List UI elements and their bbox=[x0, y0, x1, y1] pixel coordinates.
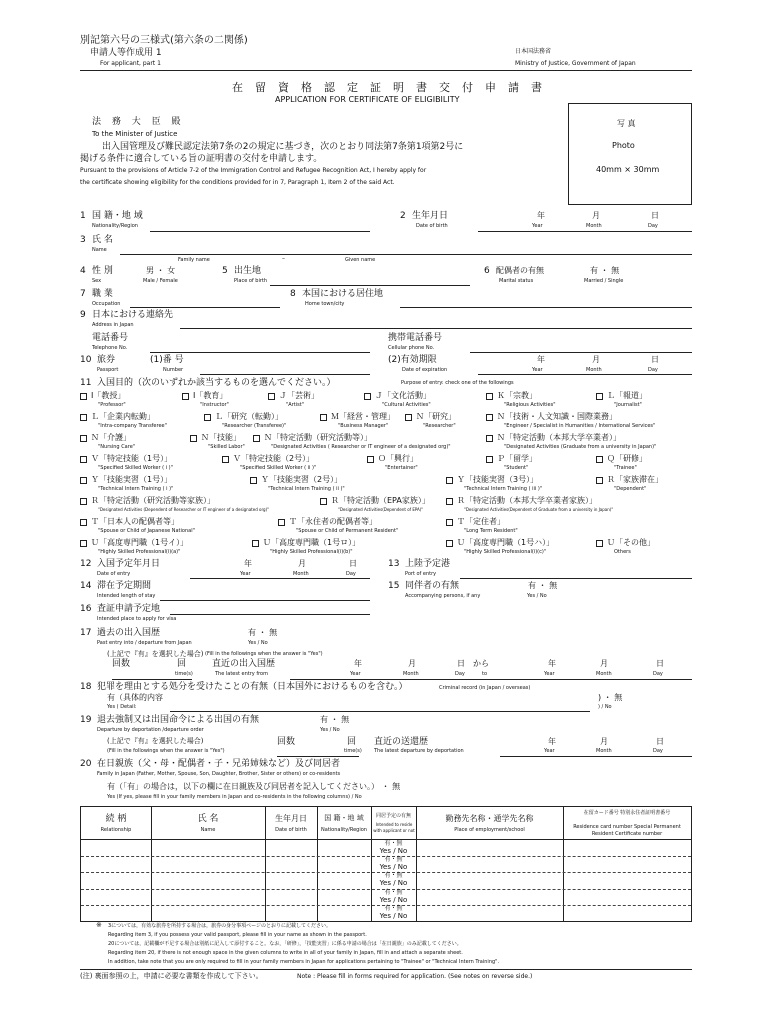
occupation-label: 職 業 bbox=[92, 289, 113, 299]
dp-year-jp: 年 bbox=[548, 737, 556, 746]
th-dob-en: Date of birth bbox=[275, 827, 307, 833]
passport-exp-field[interactable] bbox=[478, 374, 692, 375]
intro-en-2: the certificate showing eligibility for the conditions provided for in 7, Paragraph 1, Item 2 of the said Act. bbox=[80, 179, 395, 186]
purpose-label-en: "Dependent" bbox=[614, 486, 647, 492]
for-applicant-en: For applicant, part 1 bbox=[100, 60, 161, 67]
purpose-checkbox[interactable] bbox=[253, 435, 260, 442]
name-label-en: Name bbox=[92, 247, 107, 253]
footer-en: Note : Please fill in forms required for application. (See notes on reverse side.) bbox=[297, 973, 533, 980]
reside-yes-no-en: Yes / No bbox=[379, 847, 408, 855]
past-entry-sub-jp: (上記で『有』を選択した場合) bbox=[107, 650, 204, 658]
purpose-label-en: Purpose of entry: check one of the followings bbox=[401, 380, 514, 386]
exp-month-en: Month bbox=[586, 367, 602, 373]
passport-exp-label: (2)有効期限 bbox=[388, 355, 437, 365]
purpose-checkbox[interactable] bbox=[364, 393, 371, 400]
purpose-label-en: "Intra-company Transferee" bbox=[98, 423, 167, 429]
deport-times-unit: 回 bbox=[347, 737, 357, 747]
addressee-jp: 法 務 大 臣 殿 bbox=[92, 117, 185, 127]
purpose-label: Ｏ「興行」 bbox=[378, 454, 418, 463]
deport-sub-en: (Fill in the followings when the answer is "Yes") bbox=[107, 748, 225, 754]
tel-label-en: Telephone No. bbox=[92, 345, 128, 351]
nationality-label-en: Nationality/Region bbox=[92, 223, 138, 229]
purpose-checkbox[interactable] bbox=[405, 414, 412, 421]
purpose-checkbox[interactable] bbox=[80, 435, 87, 442]
purpose-checkbox[interactable] bbox=[190, 435, 197, 442]
th-workplace-jp: 勤務先名称・通学先名称 bbox=[445, 814, 534, 823]
name-field[interactable] bbox=[120, 254, 692, 255]
th-workplace-en: Place of employment/school bbox=[454, 827, 525, 833]
ministry-jp: 日本国法務省 bbox=[515, 48, 552, 55]
entry-date-field[interactable] bbox=[190, 578, 370, 579]
purpose-label: Ｙ「技能実習（1号）」 bbox=[91, 475, 173, 484]
purpose-label-en: "Designated Activities ( Researcher or IT engineer of a designated org)" bbox=[271, 444, 451, 450]
note3-en: In addition, take note that you are only required to fill in your family members in Japan for applications pertaining to "Trainee" or "Technical Intern Training". bbox=[108, 959, 500, 965]
th-relationship-jp: 続 柄 bbox=[105, 814, 127, 824]
reside-yes-no-jp[interactable]: 有・無 bbox=[384, 872, 403, 880]
hometown-field[interactable] bbox=[400, 307, 692, 308]
sex-label: 性 別 bbox=[92, 266, 113, 276]
tel-label: 電話番号 bbox=[92, 333, 129, 343]
purpose-label-en: "Designated Activities(Dependent of EPA)" bbox=[338, 507, 424, 512]
pe2-day-jp: 日 bbox=[656, 659, 664, 668]
intro-jp-1: 出入国管理及び難民認定法第7条の2の規定に基づき，次のとおり同法第7条第1項第2号に bbox=[102, 142, 464, 152]
family-label: 在日親族（父・母・配偶者・子・兄弟姉妹など）及び同居者 bbox=[97, 759, 341, 769]
pob-label: 出生地 bbox=[234, 266, 262, 276]
dob-month-jp: 月 bbox=[592, 211, 600, 220]
purpose-checkbox[interactable] bbox=[486, 435, 493, 442]
th-name-en: Name bbox=[200, 827, 216, 833]
purpose-label: Ｊ「文化活動」 bbox=[375, 391, 431, 400]
accompany-label: 同伴者の有無 bbox=[405, 581, 460, 591]
purpose-label: Ｙ「技能実習（2号）」 bbox=[261, 475, 343, 484]
purpose-label: Ｒ「特定活動（研究活動等家族）」 bbox=[91, 496, 215, 505]
given-name-caption: Given name bbox=[345, 257, 376, 263]
dob-label: 生年月日 bbox=[412, 211, 449, 221]
photo-box bbox=[568, 103, 692, 205]
purpose-checkbox[interactable] bbox=[80, 456, 87, 463]
purpose-label: Ｌ「企業内転勤」 bbox=[91, 412, 155, 421]
purpose-label-en: "Technical Intern Training ( iii )" bbox=[464, 486, 543, 492]
cell-label-en: Cellular phone No. bbox=[388, 345, 435, 351]
purpose-checkbox[interactable] bbox=[320, 414, 327, 421]
purpose-checkbox[interactable] bbox=[446, 477, 453, 484]
photo-jp: 写 真 bbox=[617, 119, 636, 128]
family-question-jp[interactable]: 有（「有」の場合は，以下の欄に在日親族及び同居者を記入してください。） ・ 無 bbox=[107, 782, 401, 791]
purpose-checkbox[interactable] bbox=[80, 477, 87, 484]
past-entry-options[interactable]: 有 ・ 無 bbox=[248, 628, 278, 637]
hometown-label: 本国における居住地 bbox=[302, 289, 384, 299]
purpose-checkbox[interactable] bbox=[596, 456, 603, 463]
purpose-label: 入国目的（次のいずれか該当するものを選んでください。） bbox=[97, 378, 336, 388]
purpose-label-en: "Artist" bbox=[286, 402, 304, 408]
deport-label-en: Departure by deportation /departure order bbox=[97, 727, 204, 733]
pob-label-en: Place of birth bbox=[234, 278, 268, 284]
intro-jp-2: 掲げる条件に適合している旨の証明書の交付を申請します。 bbox=[80, 154, 323, 164]
pe2-day-en: Day bbox=[653, 671, 663, 677]
entry-month-jp: 月 bbox=[298, 559, 306, 568]
entry-day-jp: 日 bbox=[349, 559, 357, 568]
purpose-label: Ｍ「経営・管理」 bbox=[331, 412, 395, 421]
purpose-label-en: "Specified Skilled Worker ( ii )" bbox=[240, 465, 317, 471]
past-entry-dates-field[interactable] bbox=[290, 679, 692, 680]
dob-label-en: Date of birth bbox=[416, 223, 448, 229]
purpose-label: Ｌ「研究（転勤）」 bbox=[215, 412, 283, 421]
dp-day-en: Day bbox=[653, 748, 663, 754]
address-label-en: Address in Japan bbox=[92, 322, 134, 328]
purpose-label-en: "Spouse or Child of Permanent Resident" bbox=[296, 528, 399, 534]
purpose-checkbox[interactable] bbox=[268, 393, 275, 400]
purpose-label: Ｒ「特定活動（EPA家族）」 bbox=[331, 496, 430, 505]
nationality-label: 国 籍・地 域 bbox=[92, 211, 143, 221]
exp-day-jp: 日 bbox=[651, 355, 659, 364]
visa-place-label: 査証申請予定地 bbox=[97, 604, 161, 614]
past-entry-times-jp: 回数 bbox=[112, 659, 131, 669]
dob-day-en: Day bbox=[648, 223, 658, 229]
name-dash: – bbox=[282, 255, 285, 262]
purpose-checkbox[interactable] bbox=[80, 540, 87, 547]
past-entry-times-unit: 回 bbox=[177, 659, 187, 669]
deport-latest-en: The latest departure by deportation bbox=[374, 748, 464, 754]
criminal-label-en: Criminal record (in Japan / overseas) bbox=[439, 685, 531, 691]
nationality-field[interactable] bbox=[150, 231, 370, 232]
purpose-label: Ｑ「研修」 bbox=[607, 454, 647, 463]
stay-field[interactable] bbox=[160, 600, 370, 601]
purpose-label-en: "Professor" bbox=[98, 402, 126, 408]
past-entry-options-en: Yes / No bbox=[248, 640, 268, 646]
family-label-en: Family in Japan (Father, Mother, Spouse, Son, Daughter, Brother, Sister or others) or co-residents bbox=[97, 771, 341, 777]
purpose-checkbox[interactable] bbox=[320, 498, 327, 505]
family-table bbox=[80, 806, 692, 922]
dob-field[interactable] bbox=[478, 231, 692, 232]
accompany-options-en: Yes / No bbox=[527, 593, 547, 599]
th-relationship-en: Relationship bbox=[100, 827, 132, 833]
pob-field[interactable] bbox=[270, 285, 470, 286]
port-field[interactable] bbox=[460, 578, 692, 579]
pe2-month-jp: 月 bbox=[600, 659, 608, 668]
purpose-label-en: "Journalist" bbox=[614, 402, 642, 408]
purpose-label: Ｋ「宗教」 bbox=[497, 391, 537, 400]
reside-yes-no-jp[interactable]: 有・無 bbox=[384, 904, 403, 912]
marital-label-en: Marital status bbox=[499, 278, 534, 284]
cell-label: 携帯電話番号 bbox=[388, 333, 443, 343]
passport-exp-label-en: Date of expiration bbox=[402, 367, 448, 373]
purpose-checkbox[interactable] bbox=[367, 456, 374, 463]
purpose-label: Ｔ「定住者」 bbox=[457, 517, 505, 526]
dp-month-jp: 月 bbox=[600, 737, 608, 746]
reside-yes-no-en: Yes / No bbox=[379, 879, 408, 888]
purpose-checkbox[interactable] bbox=[80, 393, 87, 400]
note1-en: Regarding item 3, if you possess your valid passport, please fill in your name as shown in the passport. bbox=[108, 932, 367, 938]
cell-field[interactable] bbox=[470, 352, 692, 353]
purpose-label: Ｎ「介護」 bbox=[91, 433, 131, 442]
pe-day-jp: 日 bbox=[457, 659, 465, 668]
deport-times-jp: 回数 bbox=[277, 737, 296, 747]
dp-year-en: Year bbox=[544, 748, 555, 754]
accompany-options[interactable]: 有 ・ 無 bbox=[528, 581, 558, 590]
th-card-jp: 在留カード番号 特別永住者証明書番号 bbox=[583, 810, 671, 816]
purpose-label-en: "Technical Intern Training ( ii )" bbox=[268, 486, 345, 492]
criminal-yes-en: Yes ( Detail: bbox=[107, 704, 137, 710]
ministry-en: Ministry of Justice, Government of Japan bbox=[515, 60, 636, 67]
pe2-year-en: Year bbox=[544, 671, 555, 677]
th-reside-en: Intended to reside with applicant or not bbox=[373, 822, 415, 833]
purpose-label-en: "Researcher" bbox=[423, 423, 456, 429]
th-name-jp: 氏 名 bbox=[197, 814, 219, 824]
purpose-label-en: "Spouse or Child of Japanese National" bbox=[98, 528, 195, 534]
deport-options[interactable]: 有 ・ 無 bbox=[320, 715, 350, 724]
past-entry-label: 過去の出入国歴 bbox=[97, 628, 161, 638]
pe-month-en: Month bbox=[403, 671, 419, 677]
purpose-label-en: "Engineer / Specialist in Humanities / International Services" bbox=[504, 423, 656, 429]
purpose-label-en: "Skilled Labor" bbox=[208, 444, 245, 450]
purpose-label-en: "Designated Activities (Dependent of Researcher or IT engineer of a designated org)" bbox=[98, 507, 269, 512]
purpose-label-en: Others bbox=[614, 549, 631, 555]
sex-options-en: Male / Female bbox=[143, 278, 178, 284]
pe-from-jp: から bbox=[473, 659, 489, 668]
exp-month-jp: 月 bbox=[592, 355, 600, 364]
dp-month-en: Month bbox=[596, 748, 612, 754]
address-field[interactable] bbox=[180, 328, 692, 329]
purpose-label-en: "Highly Skilled Professional(i)(a)" bbox=[98, 549, 181, 555]
purpose-label-en: "Religious Activities" bbox=[504, 402, 556, 408]
purpose-label: Ｌ「報道」 bbox=[607, 391, 647, 400]
purpose-label-en: "Nursing Care" bbox=[98, 444, 136, 450]
entry-day-en: Day bbox=[346, 571, 356, 577]
purpose-checkbox[interactable] bbox=[596, 477, 603, 484]
note2-en: Regarding item 20, if there is not enough space in the given columns to write in all of your family in Japan, fill in and attach a separate sheet. bbox=[108, 950, 463, 956]
passport-number-field[interactable] bbox=[200, 374, 370, 375]
purpose-label: Ｎ「技術・人文知識・国際業務」 bbox=[497, 412, 617, 421]
purpose-checkbox[interactable] bbox=[182, 393, 189, 400]
sex-options[interactable]: 男 ・ 女 bbox=[146, 266, 176, 275]
purpose-label: Ｕ「高度専門職（1号ロ）」 bbox=[263, 538, 361, 547]
exp-year-en: Year bbox=[532, 367, 543, 373]
dob-year-jp: 年 bbox=[537, 211, 545, 220]
past-entry-times-en: time(s) bbox=[175, 671, 193, 677]
criminal-no-jp[interactable]: ) ・ 無 bbox=[598, 693, 623, 702]
criminal-no-en: ) / No bbox=[598, 704, 612, 710]
past-entry-label-en: Past entry into / departure from Japan bbox=[97, 640, 192, 646]
purpose-label-en: "Specified Skilled Worker ( i )" bbox=[98, 465, 173, 471]
purpose-label-en: "Highly Skilled Professional(i)(c)" bbox=[464, 549, 547, 555]
passport-label-en: Passport bbox=[97, 367, 119, 373]
purpose-checkbox[interactable] bbox=[204, 414, 211, 421]
th-card-en: Residence card number Special Permanent Resident Certificate number bbox=[573, 824, 681, 837]
marital-options-en: Married / Single bbox=[584, 278, 624, 284]
hometown-label-en: Home town/city bbox=[305, 301, 345, 307]
pe-day-en: Day bbox=[455, 671, 465, 677]
purpose-checkbox[interactable] bbox=[446, 519, 453, 526]
th-dob-jp: 生年月日 bbox=[275, 814, 307, 823]
occupation-field[interactable] bbox=[130, 307, 280, 308]
purpose-label-en: "Designated Activities(Dependent of Graduate from a university in Japan)" bbox=[464, 507, 614, 512]
port-label: 上陸予定港 bbox=[405, 559, 451, 569]
stay-label: 滞在予定期間 bbox=[97, 581, 152, 591]
purpose-label: Ⅰ「教授」 bbox=[91, 391, 126, 400]
purpose-label-en: "Business Manager" bbox=[338, 423, 389, 429]
purpose-label: Ｔ「永住者の配偶者等」 bbox=[289, 517, 377, 526]
purpose-label: Ｎ「特定活動（本邦大学卒業者）」 bbox=[497, 433, 621, 442]
purpose-checkbox[interactable] bbox=[250, 477, 257, 484]
purpose-checkbox[interactable] bbox=[80, 498, 87, 505]
occupation-label-en: Occupation bbox=[92, 301, 121, 307]
port-label-en: Port of entry bbox=[405, 571, 437, 577]
purpose-label: Ｕ「高度専門職（1号ハ）」 bbox=[457, 538, 555, 547]
marital-label: 配偶者の有無 bbox=[496, 266, 544, 275]
name-label: 氏 名 bbox=[92, 235, 113, 245]
purpose-checkbox[interactable] bbox=[80, 519, 87, 526]
purpose-checkbox[interactable] bbox=[486, 456, 493, 463]
entry-month-en: Month bbox=[293, 571, 309, 577]
reside-yes-no-jp[interactable]: 有・無 bbox=[384, 840, 403, 847]
past-entry-times-field[interactable] bbox=[112, 679, 192, 680]
purpose-checkbox[interactable] bbox=[486, 393, 493, 400]
purpose-label: Ｖ「特定技能（2号）」 bbox=[233, 454, 315, 463]
deport-times-field[interactable] bbox=[277, 756, 359, 757]
purpose-checkbox[interactable] bbox=[596, 540, 603, 547]
purpose-label: Ｙ「技能実習（3号）」 bbox=[457, 475, 539, 484]
purpose-checkbox[interactable] bbox=[446, 498, 453, 505]
purpose-label-en: "Long Term Resident" bbox=[464, 528, 518, 534]
family-name-caption: Family name bbox=[178, 257, 210, 263]
family-question-en: Yes (If yes, please fill in your family members in Japan and co-residents in the following columns) / No bbox=[107, 794, 362, 800]
dob-day-jp: 日 bbox=[651, 211, 659, 220]
past-entry-latest-jp: 直近の出入国歴 bbox=[212, 659, 276, 669]
notes-mark: ※ bbox=[96, 921, 102, 929]
passport-number-label: (1)番 号 bbox=[150, 355, 184, 365]
criminal-yes-jp[interactable]: 有（具体的内容 bbox=[107, 693, 163, 702]
th-nationality-jp: 国 籍・地 域 bbox=[324, 814, 364, 822]
purpose-label-en: "Instructor" bbox=[200, 402, 229, 408]
address-label: 日本における連絡先 bbox=[92, 310, 174, 320]
dob-month-en: Month bbox=[586, 223, 602, 229]
pe-to-en: to bbox=[482, 671, 488, 677]
note2-jp: 20については，記載欄が不足する場合は別紙に記入して添付すること。なお，「研修」，「技能実習」に係る申請の場合は「在日親族」のみ記載してください。 bbox=[108, 941, 462, 947]
purpose-label: Ｕ「その他」 bbox=[607, 538, 655, 547]
th-reside-jp: 同居予定の有無 bbox=[375, 813, 411, 819]
purpose-label: Ｒ「特定活動（本邦大学卒業者家族）」 bbox=[457, 496, 597, 505]
purpose-label-en: "Researcher (Transferee)" bbox=[222, 423, 287, 429]
purpose-label-en: "Technical Intern Training ( i )" bbox=[98, 486, 174, 492]
dp-day-jp: 日 bbox=[656, 737, 664, 746]
deport-label: 退去強制又は出国命令による出国の有無 bbox=[97, 715, 260, 725]
criminal-label: 犯罪を理由とする処分を受けたことの有無（日本国外におけるものを含む。） bbox=[97, 682, 408, 692]
purpose-label-en: "Student" bbox=[504, 465, 529, 471]
purpose-label: Ｎ「特定活動（研究活動等）」 bbox=[264, 433, 372, 442]
photo-en: Photo bbox=[612, 141, 635, 150]
purpose-checkbox[interactable] bbox=[446, 540, 453, 547]
reside-yes-no-en: Yes / No bbox=[379, 911, 408, 920]
sex-label-en: Sex bbox=[92, 278, 102, 284]
note1-jp: 3については，有効な旅券を所持する場合は，旅券の身分事項ページのとおりに記載してください。 bbox=[108, 923, 331, 929]
addressee-en: To the Minister of Justice bbox=[92, 130, 178, 138]
purpose-checkbox[interactable] bbox=[222, 456, 229, 463]
title-en: APPLICATION FOR CERTIFICATE OF ELIGIBILITY bbox=[275, 95, 460, 104]
deport-times-en: time(s) bbox=[344, 748, 362, 754]
footer-jp: (注) 裏面参照の上，申請に必要な書類を作成して下さい。 bbox=[80, 972, 263, 980]
entry-date-label: 入国予定年月日 bbox=[97, 559, 161, 569]
pe2-month-en: Month bbox=[596, 671, 612, 677]
purpose-checkbox[interactable] bbox=[596, 393, 603, 400]
reside-yes-no-jp[interactable]: 有・無 bbox=[384, 888, 403, 896]
exp-year-jp: 年 bbox=[537, 355, 545, 364]
purpose-label: Ｎ「技能」 bbox=[201, 433, 241, 442]
deport-sub-jp: (上記で『有』を選択した場合) bbox=[107, 737, 204, 745]
stay-label-en: Intended length of stay bbox=[97, 593, 156, 599]
purpose-label: Ｖ「特定技能（1号）」 bbox=[91, 454, 173, 463]
reside-yes-no-jp[interactable]: 有・無 bbox=[384, 856, 403, 864]
past-entry-sub-en: (Fill in the followings when the answer is "Yes") bbox=[205, 651, 323, 657]
pe-month-jp: 月 bbox=[408, 659, 416, 668]
marital-options[interactable]: 有 ・ 無 bbox=[590, 266, 620, 275]
purpose-label: Ｐ「留学」 bbox=[497, 454, 537, 463]
purpose-label-en: "Highly Skilled Professional(i)(b)" bbox=[270, 549, 353, 555]
passport-label: 旅券 bbox=[97, 355, 116, 365]
visa-place-label-en: Intended place to apply for visa bbox=[97, 616, 177, 622]
purpose-checkbox[interactable] bbox=[486, 414, 493, 421]
entry-year-en: Year bbox=[240, 571, 251, 577]
deport-date-field[interactable] bbox=[500, 756, 692, 757]
deport-options-en: Yes / No bbox=[320, 727, 340, 733]
purpose-label: Ｒ「家族滞在」 bbox=[607, 475, 663, 484]
deport-latest-jp: 直近の送還歴 bbox=[374, 737, 429, 747]
purpose-checkbox[interactable] bbox=[80, 414, 87, 421]
pe-year-en: Year bbox=[350, 671, 361, 677]
th-nationality-en: Nationality/Region bbox=[321, 827, 367, 833]
criminal-detail-field[interactable] bbox=[170, 711, 590, 712]
purpose-label: Ⅰ「教育」 bbox=[193, 391, 228, 400]
photo-size: 40mm × 30mm bbox=[596, 165, 660, 174]
for-applicant-jp: 申請人等作成用 1 bbox=[90, 48, 162, 58]
purpose-label: Ｊ「芸術」 bbox=[279, 391, 319, 400]
visa-place-field[interactable] bbox=[170, 614, 370, 615]
tel-field[interactable] bbox=[150, 352, 370, 353]
pe-year-jp: 年 bbox=[354, 659, 362, 668]
form-id: 別記第六号の三様式(第六条の二関係) bbox=[80, 35, 248, 46]
purpose-label: Ｎ「研究」 bbox=[416, 412, 456, 421]
purpose-checkbox[interactable] bbox=[252, 540, 259, 547]
purpose-checkbox[interactable] bbox=[278, 519, 285, 526]
purpose-label: Ｔ「日本人の配偶者等」 bbox=[91, 517, 179, 526]
pe2-year-jp: 年 bbox=[548, 659, 556, 668]
past-entry-latest-en: The latest entry from bbox=[215, 671, 268, 677]
purpose-label-en: "Designated Activities (Graduate from a university in Japan)" bbox=[504, 444, 657, 450]
purpose-label-en: "Entertainer" bbox=[385, 465, 418, 471]
entry-date-label-en: Date of entry bbox=[97, 571, 131, 577]
purpose-label-en: "Cultural Activities" bbox=[382, 402, 431, 408]
title-jp: 在留資格認定証明書交付申請書 bbox=[232, 81, 554, 94]
exp-day-en: Day bbox=[648, 367, 658, 373]
reside-yes-no-en: Yes / No bbox=[379, 863, 408, 872]
intro-en-1: Pursuant to the provisions of Article 7-2 of the Immigration Control and Refugee Recognition Act, I hereby apply for bbox=[80, 167, 427, 174]
purpose-label-en: "Trainee" bbox=[614, 465, 637, 471]
passport-number-label-en: Number bbox=[163, 367, 184, 373]
entry-year-jp: 年 bbox=[244, 559, 252, 568]
reside-yes-no-en: Yes / No bbox=[379, 895, 408, 904]
purpose-label: Ｕ「高度専門職（1号イ）」 bbox=[91, 538, 189, 547]
dob-year-en: Year bbox=[532, 223, 543, 229]
accompany-label-en: Accompanying persons, if any bbox=[405, 593, 481, 599]
